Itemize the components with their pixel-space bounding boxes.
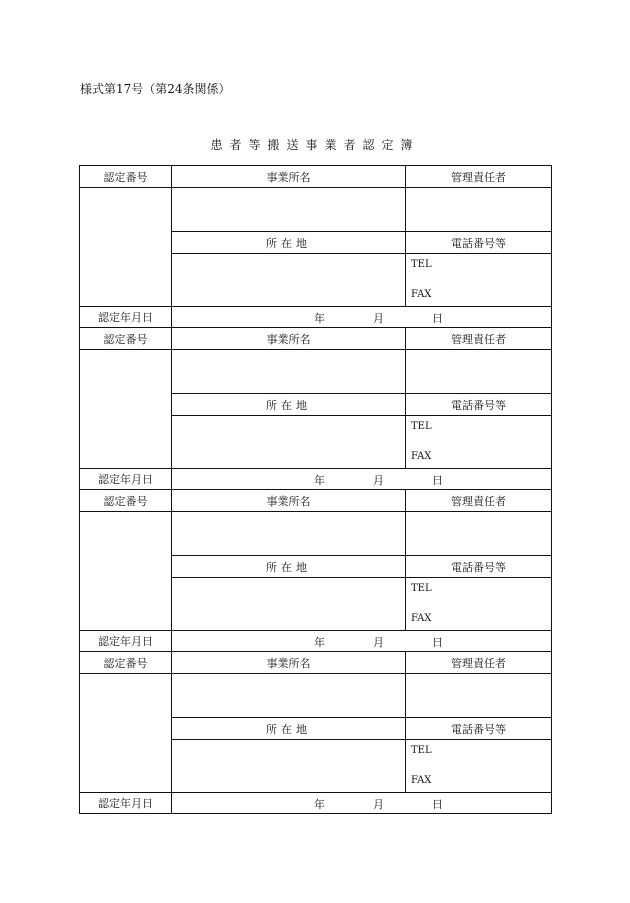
register-entry (80, 490, 551, 652)
year-label: 年 (314, 798, 325, 811)
manager-header: 管理責任者 (406, 490, 551, 512)
office-name-header: 事業所名 (172, 652, 406, 674)
office-name-field[interactable] (172, 350, 406, 394)
register-entry (80, 652, 551, 813)
tel-label: TEL (411, 583, 432, 594)
phone-field[interactable] (406, 416, 551, 469)
office-name-header: 事業所名 (172, 166, 406, 188)
phone-field[interactable] (406, 254, 551, 307)
month-label: 月 (373, 798, 384, 811)
year-label: 年 (314, 474, 325, 487)
cert-date-label: 認定年月日 (80, 469, 172, 489)
cert-number-header: 認定番号 (80, 166, 172, 188)
document-title: 患者等搬送事業者認定簿 (210, 138, 420, 152)
location-header: 所在地 (172, 556, 406, 578)
phone-header: 電話番号等 (406, 718, 551, 740)
manager-field[interactable] (406, 188, 551, 232)
day-label: 日 (432, 312, 443, 325)
manager-field[interactable] (406, 350, 551, 394)
location-field[interactable] (172, 740, 406, 793)
day-label: 日 (432, 636, 443, 649)
fax-label: FAX (411, 775, 432, 786)
manager-header: 管理責任者 (406, 166, 551, 188)
cert-date-label: 認定年月日 (80, 631, 172, 651)
fax-label: FAX (411, 451, 432, 462)
phone-header: 電話番号等 (406, 232, 551, 254)
office-name-field[interactable] (172, 512, 406, 556)
location-field[interactable] (172, 254, 406, 307)
phone-field[interactable] (406, 740, 551, 793)
office-name-field[interactable] (172, 674, 406, 718)
month-label: 月 (373, 312, 384, 325)
cert-date-field[interactable] (172, 469, 551, 489)
tel-label: TEL (411, 421, 432, 432)
cert-date-field[interactable] (172, 793, 551, 813)
fax-label: FAX (411, 289, 432, 300)
cert-number-header: 認定番号 (80, 328, 172, 350)
location-field[interactable] (172, 416, 406, 469)
month-label: 月 (373, 636, 384, 649)
manager-header: 管理責任者 (406, 652, 551, 674)
cert-number-field[interactable] (80, 674, 172, 793)
cert-date-label: 認定年月日 (80, 307, 172, 327)
phone-header: 電話番号等 (406, 394, 551, 416)
office-name-header: 事業所名 (172, 328, 406, 350)
manager-field[interactable] (406, 512, 551, 556)
cert-date-field[interactable] (172, 307, 551, 327)
cert-number-field[interactable] (80, 350, 172, 469)
cert-date-label: 認定年月日 (80, 793, 172, 813)
location-header: 所在地 (172, 718, 406, 740)
location-header: 所在地 (172, 232, 406, 254)
day-label: 日 (432, 474, 443, 487)
register-entry (80, 328, 551, 490)
location-field[interactable] (172, 578, 406, 631)
cert-date-field[interactable] (172, 631, 551, 651)
manager-field[interactable] (406, 674, 551, 718)
month-label: 月 (373, 474, 384, 487)
tel-label: TEL (411, 259, 432, 270)
cert-number-header: 認定番号 (80, 652, 172, 674)
year-label: 年 (314, 636, 325, 649)
cert-number-field[interactable] (80, 188, 172, 307)
office-name-header: 事業所名 (172, 490, 406, 512)
form-number: 様式第17号（第24条関係） (80, 82, 231, 96)
phone-field[interactable] (406, 578, 551, 631)
tel-label: TEL (411, 745, 432, 756)
manager-header: 管理責任者 (406, 328, 551, 350)
register-entry (80, 166, 551, 328)
cert-number-header: 認定番号 (80, 490, 172, 512)
certification-register-table (79, 165, 552, 814)
cert-number-field[interactable] (80, 512, 172, 631)
day-label: 日 (432, 798, 443, 811)
phone-header: 電話番号等 (406, 556, 551, 578)
office-name-field[interactable] (172, 188, 406, 232)
year-label: 年 (314, 312, 325, 325)
fax-label: FAX (411, 613, 432, 624)
location-header: 所在地 (172, 394, 406, 416)
